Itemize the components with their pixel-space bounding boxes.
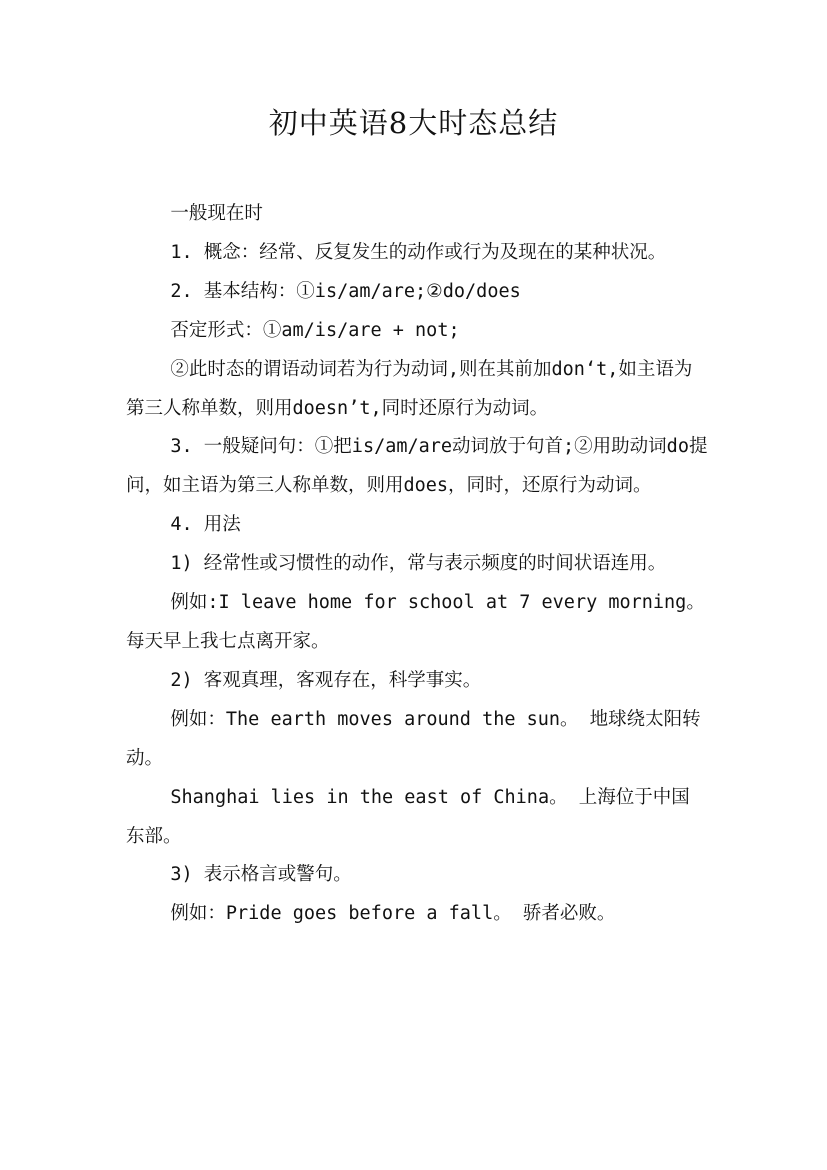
paragraph-example-2: 例如：The earth moves around the sun。 地球绕太阳转动。 <box>126 708 701 769</box>
paragraph-negative-form: 否定形式：①am/is/are + not; <box>170 319 460 341</box>
document-title: 初中英语8大时态总结 <box>268 106 559 140</box>
paragraph-negative-form-detail: ②此时态的谓语动词若为行为动词,则在其前加don‘t,如主语为第三人称单数，则用doesn’t,同时还原行为动词。 <box>126 358 693 419</box>
paragraph-general-question: 3. 一般疑问句：①把is/am/are动词放于句首;②用助动词do提问，如主语为第三人称单数，则用does，同时，还原行为动词。 <box>126 436 708 497</box>
paragraph-usage-3: 3) 表示格言或警句。 <box>170 864 352 886</box>
paragraph-usage-2: 2) 客观真理，客观存在，科学事实。 <box>170 669 482 691</box>
paragraph-concept: 1. 概念：经常、反复发生的动作或行为及现在的某种状况。 <box>170 241 667 263</box>
paragraph-usage-heading: 4. 用法 <box>170 514 241 536</box>
paragraph-usage-1: 1) 经常性或习惯性的动作，常与表示频度的时间状语连用。 <box>170 553 667 575</box>
paragraph-basic-structure: 2. 基本结构：①is/am/are;②do/does <box>170 280 521 302</box>
paragraph-example-3: Shanghai lies in the east of China。 上海位于中国东部。 <box>126 786 690 847</box>
section-heading-simple-present: 一般现在时 <box>170 203 263 224</box>
paragraph-example-1: 例如:I leave home for school at 7 every morning。每天早上我七点离开家。 <box>126 592 705 652</box>
document-body <box>126 195 708 934</box>
paragraph-example-4: 例如：Pride goes before a fall。 骄者必败。 <box>170 903 616 925</box>
